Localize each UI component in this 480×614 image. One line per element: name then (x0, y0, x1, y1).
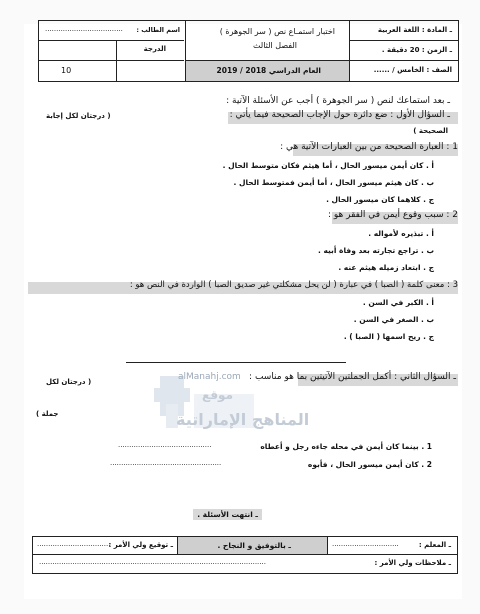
guardian-notes-blank[interactable]: ...................................................................................................... (39, 558, 266, 566)
q2-title: ـ السؤال الثاني : أكمل الجملتين الآتيتين بما هو مناسب : (249, 372, 456, 382)
watermark-url: alManahj.com (178, 372, 241, 382)
q1-marks-cont: الصحيحة ) (413, 127, 448, 135)
q2-marks: ( درجتان لكل (46, 378, 92, 386)
guardian-sign-blank[interactable]: ................................. (37, 540, 111, 548)
q1-marks: ( درجتان لكل إجابة (46, 112, 111, 120)
student-name-cell (39, 21, 184, 41)
grade-label: الدرجة (143, 45, 166, 53)
q1-item3-option-a[interactable]: أ . الكبر في السن . (362, 298, 434, 307)
q1-item3-stem: 3 : معنى كلمة ( الصبا ) في عبارة ( لن يحل مشكلتي غير صديق الصبا ) الواردة في النص هو : (129, 280, 458, 290)
title-cell (185, 21, 350, 61)
footer-table (32, 536, 458, 574)
grade-label-cell (39, 41, 184, 61)
subject-label: ـ المادة : اللغة العربية (377, 26, 452, 34)
guardian-sign-cell (33, 537, 177, 554)
student-name-blank[interactable]: ................................... (45, 25, 123, 33)
q2-sentence-1: 1 . بينما كان أيمن في محله جاءه رجل و أعطاه (260, 442, 432, 451)
section-separator (126, 362, 346, 363)
q1-item2-option-b[interactable]: ب . تراجع تجارته بعد وفاة أبيه . (317, 246, 434, 255)
grade-value-cell (39, 61, 184, 81)
header-table (38, 20, 459, 82)
end-of-questions: ـ انتهت الأسئلة . (193, 509, 262, 520)
q1-item2-option-a[interactable]: أ . تبذيره لأمواله . (368, 229, 434, 238)
year-cell (185, 61, 350, 81)
q2-blank-1[interactable]: .......................................... (118, 441, 212, 449)
q1-item1-option-c[interactable]: ج . كلاهما كان ميسور الحال . (326, 195, 434, 204)
watermark-logo (150, 366, 310, 436)
q1-title: ـ السؤال الأول : ضع دائرة حول الإجاب الصحيحة فيما يأتي : (229, 110, 450, 120)
test-title: اختبار استمـاع نص ( سر الجوهرة ) (219, 27, 335, 36)
q2-blank-2[interactable]: .................................................. (110, 459, 222, 467)
wish-cell (177, 537, 327, 554)
q1-item3-option-c[interactable]: ج . ريح اسمها ( الصبا ) . (343, 332, 434, 341)
grade-label-box (116, 41, 184, 60)
grade-total: 10 (61, 66, 72, 75)
intro-instruction: ـ بعد استماعك لنص ( سر الجوهرة ) أجب عن الأسئلة الآتية : (226, 96, 450, 106)
q1-item1-stem: 1 : العبارة الصحيحة من بين العبارات الآتية هي : (280, 142, 458, 152)
q2-marks-cont: جملة ) (36, 410, 59, 418)
subject-cell (350, 21, 458, 41)
class-label: الصف : الخامس / ...... (373, 66, 452, 74)
guardian-notes-label: ـ ملاحظات ولي الأمر : (374, 559, 451, 567)
teacher-blank[interactable]: .............................. (332, 540, 399, 548)
term-label: الفصل الثالث (252, 41, 297, 50)
footer-row-2 (33, 555, 457, 573)
q2-sentence-2: 2 . كان أيمن ميسور الحال ، فأبوه (307, 460, 432, 469)
class-cell (350, 61, 458, 81)
watermark-word: موقع (202, 388, 234, 402)
q1-item1-option-b[interactable]: ب . كان هيثم ميسور الحال ، أما أيمن فمتوسط الحال . (233, 178, 434, 187)
time-label: ـ الزمن : 20 دقيقة . (381, 46, 452, 54)
watermark-title: المناهج الإماراتية (176, 410, 310, 429)
q1-item1-option-a[interactable]: أ . كان أيمن ميسور الحال ، أما هيثم فكان متوسط الحال . (222, 161, 434, 170)
time-cell (350, 41, 458, 61)
student-name-label: اسم الطالب : (136, 26, 180, 34)
teacher-label: ـ المعلم : (418, 541, 451, 549)
good-luck-text: ـ بالتوفيق و النجاح . (217, 541, 291, 550)
footer-row-1 (33, 537, 457, 555)
grade-blank-box[interactable] (116, 61, 184, 81)
q1-item3-option-b[interactable]: ب . الصغر في السن . (353, 315, 434, 324)
q1-item2-option-c[interactable]: ج . ابتعاد زميله هيثم عنه . (338, 263, 434, 272)
guardian-sign-label: ـ توقيع ولي الأمر : (108, 541, 173, 549)
school-year: العام الدراسي 2018 / 2019 (216, 66, 321, 75)
q1-item2-stem: 2 : سبب وقوع أيمن في الفقر هو : (327, 210, 458, 220)
teacher-cell (327, 537, 457, 554)
